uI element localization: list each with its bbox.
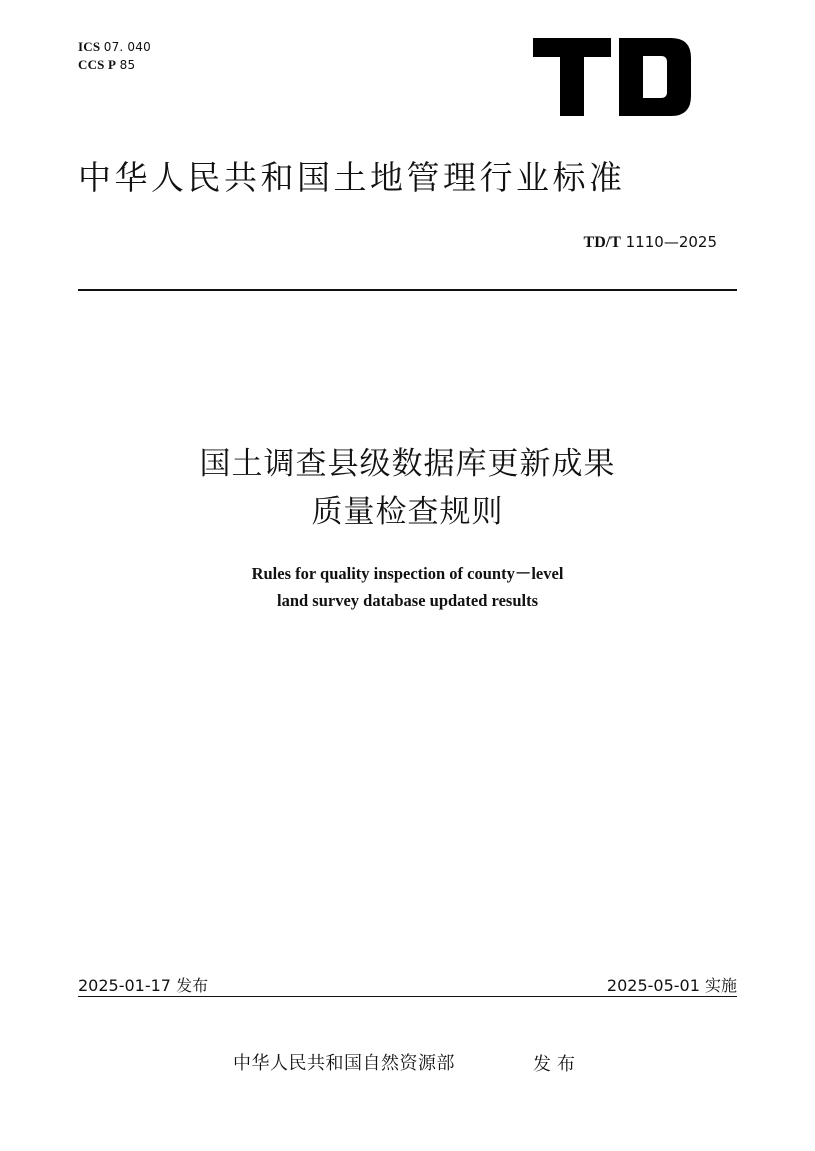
td-logo-text: TD (612, 108, 614, 109)
chinese-title (0, 440, 815, 536)
td-logo-d (619, 38, 691, 116)
ccs-code: 85 (119, 58, 136, 72)
header-divider (78, 289, 737, 291)
ccs-code-row (78, 56, 151, 74)
issue-date: 2025-01-17 发布 (78, 976, 209, 995)
chinese-title-line-2: 质量检查规则 (311, 494, 504, 530)
english-title-line-1: Rules for quality inspection of county－level (251, 564, 564, 583)
standard-prefix: TD/T (583, 234, 621, 251)
english-title-line-2: land survey database updated results (277, 591, 538, 610)
td-logo-t-stem (560, 38, 584, 116)
publish-label: 发布 (533, 1054, 581, 1075)
english-title (0, 560, 815, 614)
ccs-prefix: CCS P (78, 57, 117, 72)
ics-prefix: ICS (78, 39, 101, 54)
standard-code: 1110—2025 (625, 233, 717, 251)
publisher: 中华人民共和国自然资源部 (233, 1053, 455, 1074)
footer-divider (78, 996, 737, 997)
standard-number (584, 233, 717, 252)
ics-code: 07. 040 (103, 40, 151, 54)
ics-code-row (78, 38, 151, 56)
implement-date: 2025-05-01 实施 (606, 976, 737, 995)
org-title: 中华人民共和国土地管理行业标准 (78, 158, 626, 197)
td-logo (533, 38, 691, 116)
classification-codes (78, 38, 151, 74)
chinese-title-line-1: 国土调查县级数据库更新成果 (199, 446, 616, 482)
